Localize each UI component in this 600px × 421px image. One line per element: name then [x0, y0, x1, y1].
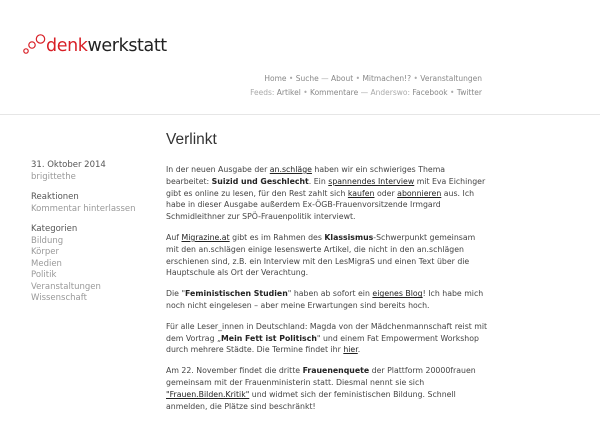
nav-row-main — [250, 72, 482, 86]
feeds-label: Feeds: — [250, 87, 275, 97]
logo-text — [46, 36, 167, 56]
social-link-twitter[interactable]: Twitter — [456, 87, 482, 97]
link-frauen-bilden-kritik[interactable]: "Frauen.Bilden.Kritik" — [166, 389, 250, 399]
article-paragraph-4 — [166, 321, 488, 356]
thought-bubble-icon — [22, 34, 48, 56]
link-migrazine[interactable]: Migrazine.at — [181, 232, 230, 242]
nav-link-suche[interactable]: Suche — [295, 74, 319, 83]
bold-text: Frauenenquete — [302, 366, 370, 376]
nav-separator: — — [360, 87, 369, 97]
bold-text: Feministischen Studien — [185, 289, 288, 299]
category-link-koerper[interactable]: Körper — [31, 247, 59, 257]
text: und widmet sich der feministischen Bildung. Schnell anmelden, die Plätze sind beschränkt! — [166, 389, 456, 411]
top-navigation — [250, 72, 482, 99]
category-link-bildung[interactable]: Bildung — [31, 235, 64, 246]
feed-link-kommentare[interactable]: Kommentare — [310, 87, 359, 97]
category-link-wissenschaft[interactable]: Wissenschaft — [31, 293, 87, 303]
text: der Plattform 20000frauen gemeinsam mit der Frauenministerin statt. Diesmal nennt sie sich — [166, 366, 476, 387]
text: . Ein — [308, 176, 329, 186]
nav-separator: • — [413, 74, 418, 83]
anderswo-label: Anderswo: — [370, 87, 410, 97]
text: " und einem Fat Empowerment Workshop durch mehrere Städte. Die Termine findet ihr — [166, 333, 479, 355]
text: gibt es im Rahmen des — [229, 232, 325, 242]
category-link-veranstaltungen[interactable]: Veranstaltungen — [31, 281, 101, 292]
nav-separator: • — [303, 87, 308, 97]
text: ! Ich habe mich noch nicht eingelesen – aber meine Erwartungen sind bereits hoch. — [166, 289, 484, 310]
text: Für alle Leser_innen in Deutschland: Magda von der Mädchenmannschaft reist mit dem Vortrag „ — [166, 321, 488, 343]
nav-separator: • — [288, 74, 294, 83]
nav-link-veranstaltungen[interactable]: Veranstaltungen — [420, 74, 482, 83]
post-author[interactable]: brigittethe — [31, 171, 76, 182]
link-eigenes-blog[interactable]: eigenes Blog — [372, 289, 423, 299]
text: Am 22. November findet die dritte — [166, 366, 303, 376]
article-paragraph-2 — [166, 232, 488, 279]
category-link-medien[interactable]: Medien — [31, 258, 62, 269]
header-divider — [0, 114, 600, 115]
article — [166, 130, 488, 421]
bold-text: Klassismus — [324, 232, 374, 242]
reactions-title: Reaktionen — [31, 192, 79, 202]
text: oder — [374, 188, 398, 198]
leave-comment-link[interactable]: Kommentar hinterlassen — [31, 203, 136, 214]
bold-text: Mein Fett ist Politisch — [221, 333, 317, 343]
article-paragraph-5 — [166, 365, 488, 412]
article-paragraph-3 — [166, 288, 488, 312]
categories-title: Kategorien — [31, 224, 78, 234]
link-kaufen[interactable]: kaufen — [347, 188, 375, 198]
category-link-politik[interactable]: Politik — [31, 270, 57, 280]
link-hier[interactable]: hier — [343, 345, 358, 355]
logo-text-werkstatt: werkstatt — [87, 36, 167, 56]
nav-link-about[interactable]: About — [331, 74, 354, 83]
text: " haben ab sofort ein — [287, 289, 373, 299]
nav-separator: — — [321, 74, 329, 83]
post-date: 31. Oktober 2014 — [31, 160, 106, 170]
feed-link-artikel[interactable]: Artikel — [276, 87, 301, 97]
social-link-facebook[interactable]: Facebook — [412, 87, 448, 97]
post-meta — [31, 160, 151, 183]
link-abonnieren[interactable]: abonnieren — [397, 188, 442, 198]
nav-separator: • — [355, 74, 361, 83]
text: -Schwerpunkt gemeinsam mit den an.schlägen einige lesenswerte Artikel, die nicht in den an.schlägen erschienen sind, z.B. ein Interview mit den LesMigraS und einen Text über die Hauptschule als Ort der Verachtung. — [166, 232, 476, 278]
article-paragraph-1 — [166, 164, 488, 223]
text: Die " — [166, 289, 186, 299]
link-interview[interactable]: spannendes Interview — [328, 176, 415, 186]
article-title: Verlinkt — [166, 131, 217, 148]
logo-text-denk: denk — [46, 36, 88, 56]
link-anschlaege[interactable]: an.schläge — [269, 165, 312, 174]
reactions-section — [31, 192, 151, 215]
text: haben wir ein schwieriges Thema bearbeitet: — [166, 165, 446, 186]
nav-link-home[interactable]: Home — [264, 74, 287, 83]
text: mit Eva Eichinger gibt es online zu lesen, für den Rest zahlt sich — [166, 176, 486, 198]
post-sidebar — [31, 160, 151, 314]
text: . — [357, 345, 361, 355]
text: In der neuen Ausgabe der — [166, 165, 270, 174]
bold-text: Suizid und Geschlecht — [211, 176, 309, 186]
nav-separator: • — [450, 87, 455, 97]
text: Auf — [166, 232, 182, 242]
text: aus. Ich habe in dieser Ausgabe außerdem Ex-ÖGB-Frauenvorsitzende Irmgard Schmidleithner zur SPÖ-Frauenpolitik interviewt. — [166, 188, 475, 222]
nav-link-mitmachen[interactable]: Mitmachen!? — [362, 74, 412, 83]
categories-section — [31, 224, 151, 305]
nav-row-feeds — [250, 86, 482, 100]
